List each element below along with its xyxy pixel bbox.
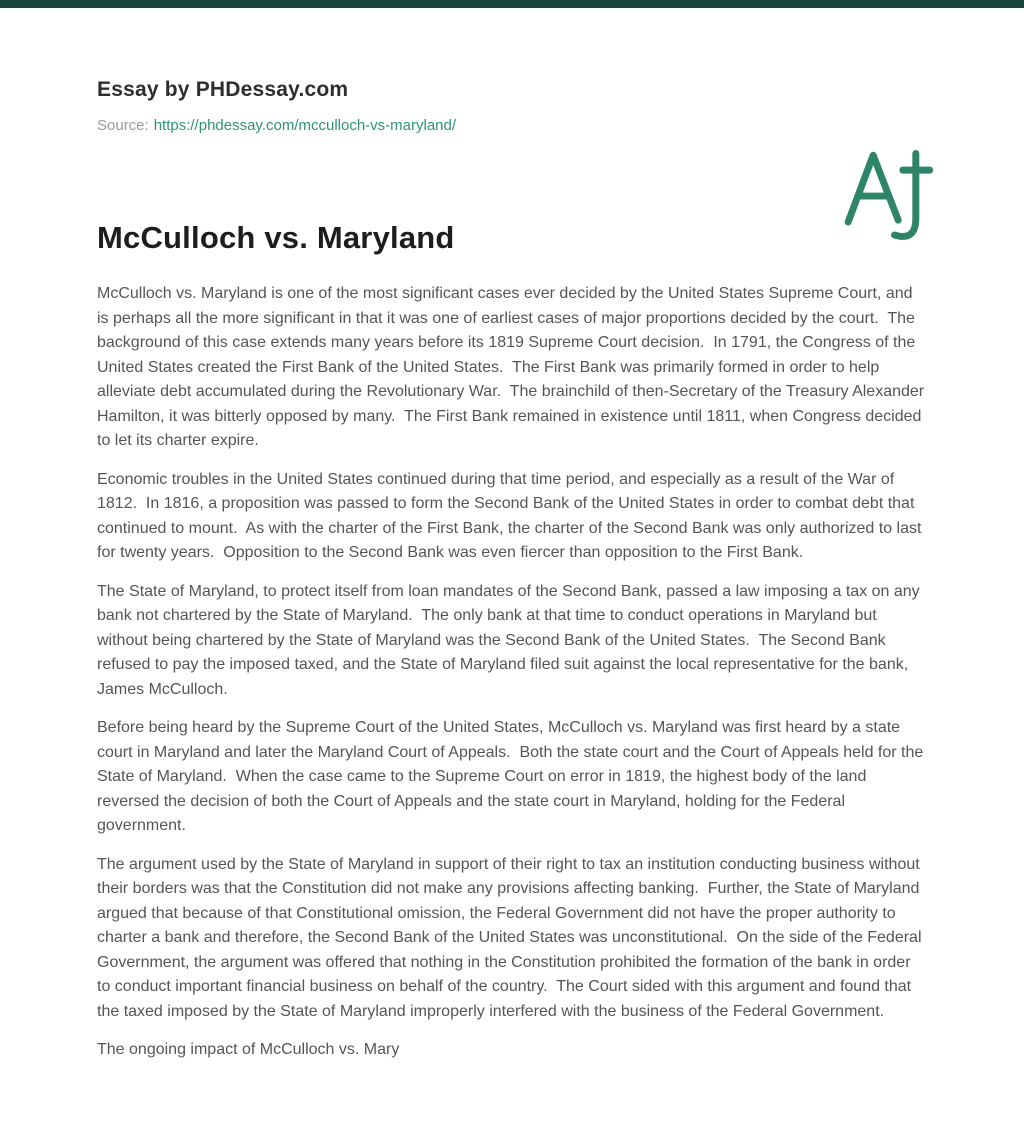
essay-paragraph: Before being heard by the Supreme Court of the United States, McCulloch vs. Maryland was first heard by a state court in Maryland and later the Maryland Court of Appeals. Both the state court and the Court of Appeals held for the State of Maryland. When the case came to the Supreme Court on error in 1819, the highest body of the land reversed the decision of both the Court of Appeals and the state court in Maryland, holding for the Federal government. xyxy=(97,719,928,834)
essay-title: McCulloch vs. Maryland xyxy=(97,220,455,255)
source-line xyxy=(97,117,927,134)
essay-body xyxy=(97,282,927,1063)
essay-paragraph: The argument used by the State of Maryland in support of their right to tax an institution conducting business without their borders was that the Constitution did not make any provisions affecting banking. Further, the State of Maryland argued that because of that Constitutional omission, the Federal Government did not have the proper authority to charter a bank and therefore, the Second Bank of the United States was unconstitutional. On the side of the Federal Government, the argument was offered that nothing in the Constitution prohibited the formation of the bank in order to conduct important financial business on behalf of the country. The Court sided with this argument and found that the taxed imposed by the State of Maryland improperly interfered with the business of the Federal Government. xyxy=(97,855,926,1020)
top-accent-bar xyxy=(0,0,1024,8)
essay-paragraph: The State of Maryland, to protect itself from loan mandates of the Second Bank, passed a law imposing a tax on any bank not chartered by the State of Maryland. The only bank at that time to conduct operations in Maryland but without being chartered by the State of Maryland was the Second Bank of the United States. The Second Bank refused to pay the imposed taxed, and the State of Maryland filed suit against the local representative for the bank, James McCulloch. xyxy=(97,582,925,698)
source-label: Source: xyxy=(97,117,149,134)
brand-heading: Essay by PHDessay.com xyxy=(97,78,349,101)
page-content xyxy=(0,78,1024,1063)
phdessay-logo-icon xyxy=(840,146,936,248)
source-link[interactable]: https://phdessay.com/mcculloch-vs-maryland/ xyxy=(153,117,457,134)
essay-paragraph: McCulloch vs. Maryland is one of the most significant cases ever decided by the United States Supreme Court, and is perhaps all the more significant in that it was one of earliest cases of major proportions decided by the court. The background of this case extends many years before its 1819 Supreme Court decision. In 1791, the Congress of the United States created the First Bank of the United States. The First Bank was primarily formed in order to help alleviate debt accumulated during the Revolutionary War. The brainchild of then-Secretary of the Treasury Alexander Hamilton, it was bitterly opposed by many. The First Bank remained in existence until 1811, when Congress decided to let its charter expire. xyxy=(97,285,929,449)
essay-paragraph: The ongoing impact of McCulloch vs. Mary xyxy=(97,1041,400,1058)
essay-paragraph: Economic troubles in the United States continued during that time period, and especially as a result of the War of 1812. In 1816, a proposition was passed to form the Second Bank of the United States in order to combat debt that continued to mount. As with the charter of the First Bank, the charter of the Second Bank was only authorized to last for twenty years. Opposition to the Second Bank was even fiercer than opposition to the First Bank. xyxy=(97,470,926,561)
